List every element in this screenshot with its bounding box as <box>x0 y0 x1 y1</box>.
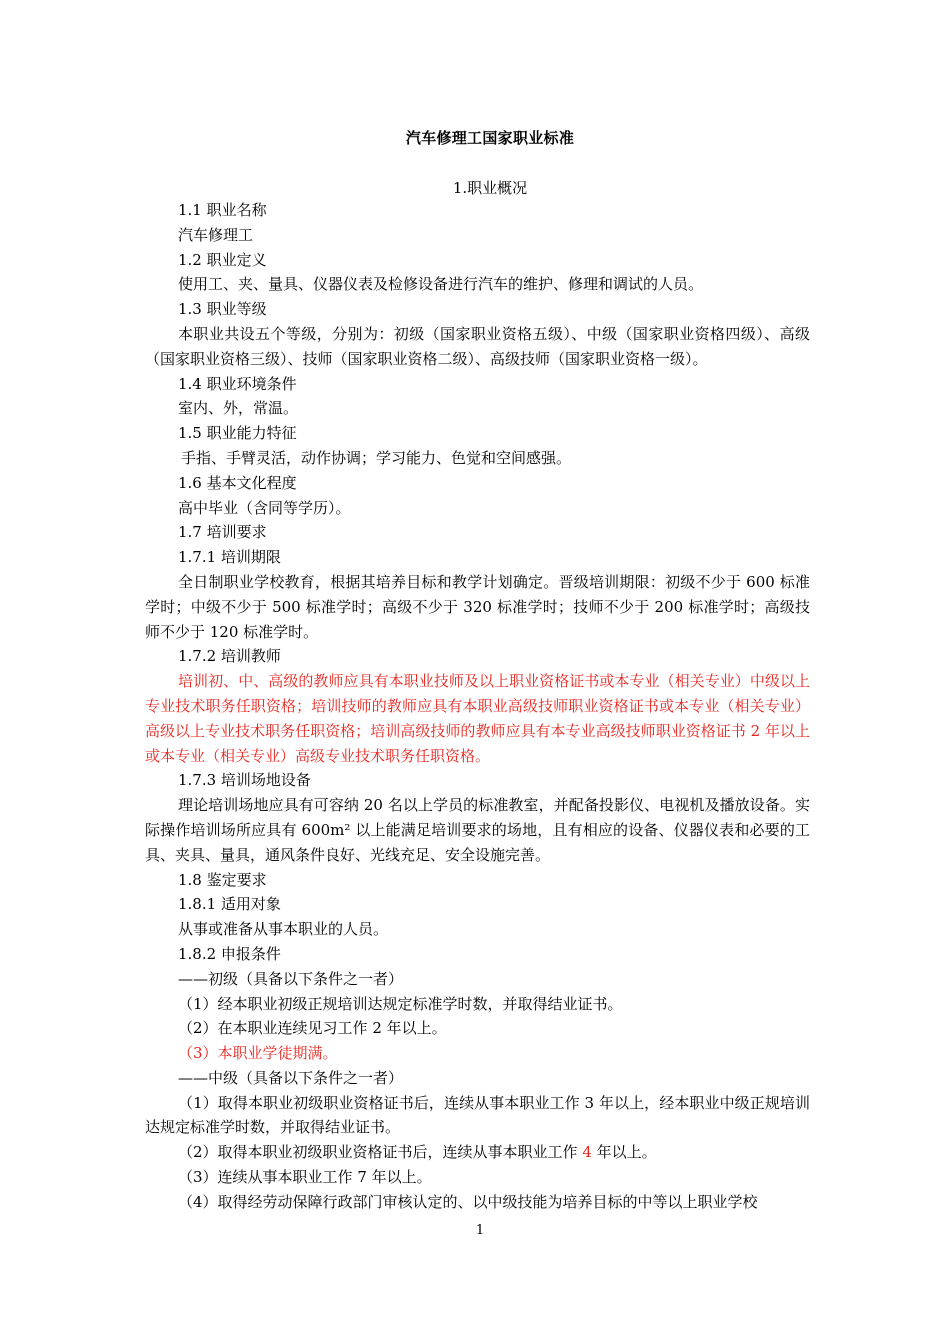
heading-1-8: 1.8 鉴定要求 <box>178 870 267 889</box>
paragraph: 汽车修理工 <box>178 225 254 244</box>
paragraph: 室内、外，常温。 <box>178 399 299 418</box>
list-item: （4）取得经劳动保障行政部门审核认定的、以中级技能为培养目标的中等以上职业学校 <box>178 1192 758 1211</box>
paragraph: 使用工、夹、量具、仪器仪表及检修设备进行汽车的维护、修理和调试的人员。 <box>178 275 704 294</box>
heading-1-3: 1.3 职业等级 <box>178 300 267 319</box>
paragraph: 理论培训场地应具有可容纳 20 名以上学员的标准教室，并配备投影仪、电视机及播放设备。实际操作培训场所应具有 600m² 以上能满足培训要求的场地，且有相应的设备、仪器仪表和必要的工具、夹具、量具，通风条件良好、光线充足、安全设施完善。 <box>145 796 810 864</box>
paragraph: 手指、手臂灵活，动作协调；学习能力、色觉和空间感强。 <box>181 448 572 467</box>
list-heading-junior: ——初级（具备以下条件之一者） <box>178 969 404 988</box>
heading-1-7-1: 1.7.1 培训期限 <box>178 548 281 567</box>
heading-1-1: 1.1 职业名称 <box>178 201 267 219</box>
list-item <box>145 1140 810 1165</box>
paragraph-highlighted: 培训初、中、高级的教师应具有本职业技师及以上职业资格证书或本专业（相关专业）中级以上专业技术职务任职资格；培训技师的教师应具有本职业高级技师职业资格证书或本专业（相关专业）高级以上专业技术职务任职资格；培训高级技师的教师应具有本专业高级技师职业资格证书 2 年以上或本专业（相关专业）高级专业技术职务任职资格。 <box>145 672 810 765</box>
document-body <box>145 198 810 1215</box>
list-item-highlighted: （3）本职业学徒期满。 <box>178 1044 338 1063</box>
list-item-text: （2）取得本职业初级职业资格证书后，连续从事本职业工作 <box>178 1143 583 1162</box>
list-item-text: 年以上。 <box>591 1143 657 1162</box>
list-item: （1）经本职业初级正规培训达规定标准学时数，并取得结业证书。 <box>178 994 623 1013</box>
list-heading-intermediate: ——中级（具备以下条件之一者） <box>178 1068 404 1087</box>
paragraph: 高中毕业（含同等学历）。 <box>178 498 351 517</box>
heading-1-5: 1.5 职业能力特征 <box>178 424 297 443</box>
heading-1-7: 1.7 培训要求 <box>178 523 267 542</box>
list-item: （3）连续从事本职业工作 7 年以上。 <box>178 1168 432 1187</box>
heading-1-7-3: 1.7.3 培训场地设备 <box>178 771 311 790</box>
paragraph: 本职业共设五个等级，分别为：初级（国家职业资格五级）、中级（国家职业资格四级）、高级（国家职业资格三级）、技师（国家职业资格二级）、高级技师（国家职业资格一级）。 <box>145 324 810 368</box>
heading-1-4: 1.4 职业环境条件 <box>178 374 297 393</box>
highlighted-number: 4 <box>582 1143 592 1162</box>
paragraph: 从事或准备从事本职业的人员。 <box>178 920 389 939</box>
heading-1-8-2: 1.8.2 申报条件 <box>178 944 281 963</box>
heading-1-7-2: 1.7.2 培训教师 <box>178 647 281 666</box>
list-item: （2）在本职业连续见习工作 2 年以上。 <box>178 1019 447 1038</box>
document-title: 汽车修理工国家职业标准 <box>405 129 575 147</box>
heading-1-8-1: 1.8.1 适用对象 <box>178 895 281 914</box>
heading-1-6: 1.6 基本文化程度 <box>178 473 297 492</box>
paragraph: 全日制职业学校教育，根据其培养目标和教学计划确定。晋级培训期限：初级不少于 600 标准学时；中级不少于 500 标准学时；高级不少于 320 标准学时；技师不少于 200 标准学时；高级技师不少于 120 标准学时。 <box>145 572 810 641</box>
section-heading: 1.职业概况 <box>452 179 528 197</box>
list-item: （1）取得本职业初级职业资格证书后，连续从事本职业工作 3 年以上，经本职业中级正规培训达规定标准学时数，并取得结业证书。 <box>145 1093 810 1137</box>
heading-1-2: 1.2 职业定义 <box>178 250 267 269</box>
page-number: 1 <box>475 1223 485 1238</box>
